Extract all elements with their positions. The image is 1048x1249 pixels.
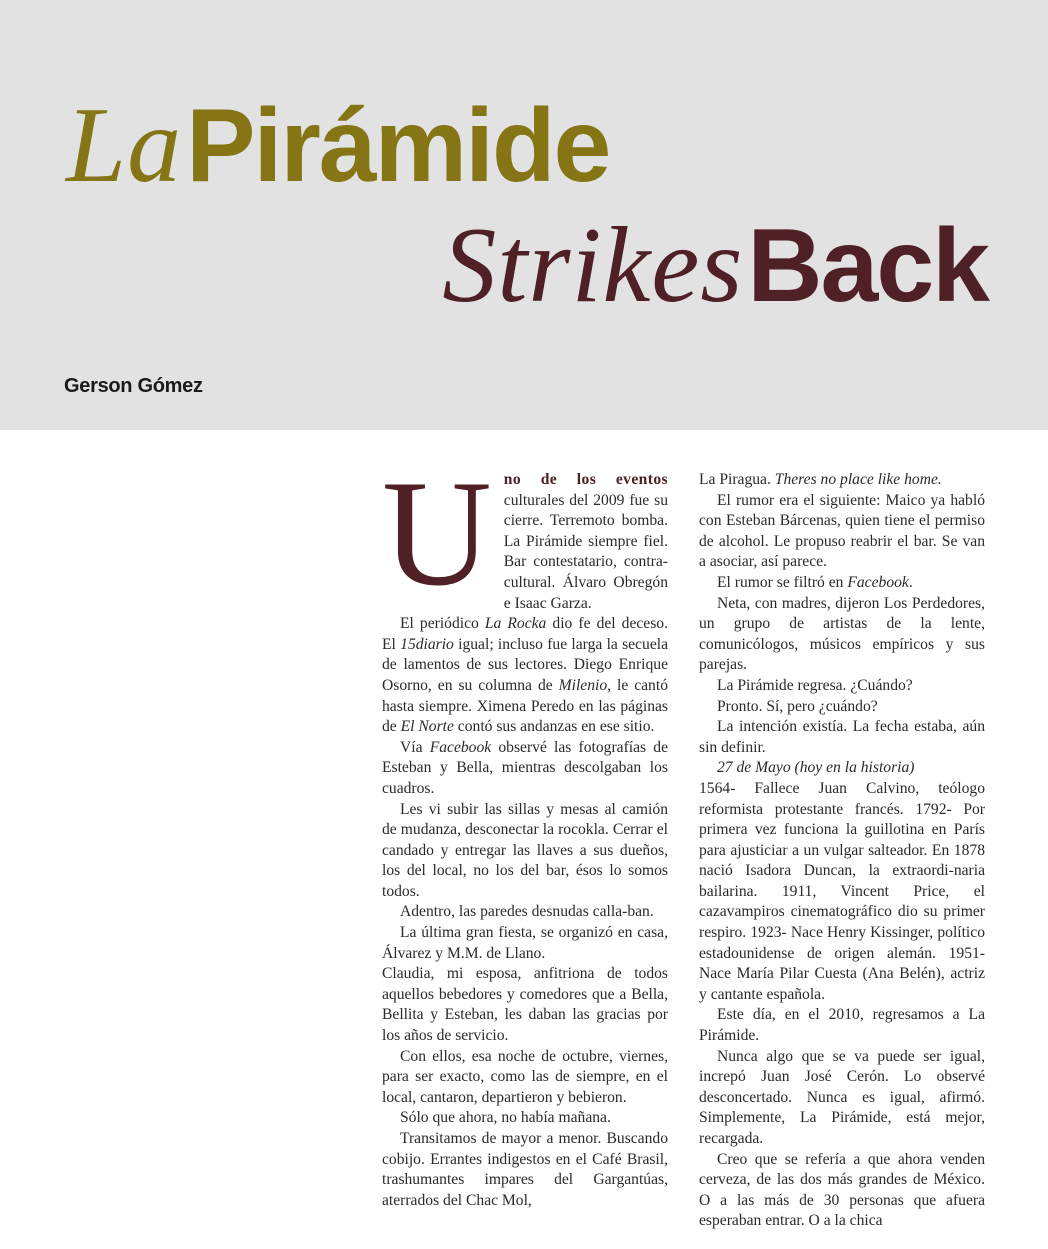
paragraph-text: . xyxy=(908,573,913,591)
section-subhead-text: 27 de Mayo (hoy en la historia) xyxy=(717,759,915,777)
publication-name: La Rocka xyxy=(484,615,547,633)
paragraph: Pronto. Sí, pero ¿cuándo? xyxy=(717,697,878,715)
article-column-1 xyxy=(382,449,668,1211)
section-subhead xyxy=(699,758,985,779)
lead-in: no de los eventos xyxy=(503,471,668,488)
title-word-strikes: Strikes xyxy=(442,206,744,325)
title-word-back: Back xyxy=(747,208,988,324)
publication-name: 15diario xyxy=(400,635,454,653)
publication-name: Facebook xyxy=(847,573,909,591)
paragraph-text: , le cantó hasta siempre. Ximena Peredo en las páginas de xyxy=(382,676,668,736)
paragraph-text: contó sus andanzas en ese sitio. xyxy=(453,718,655,736)
paragraph: La última gran fiesta, se organizó en casa, Álvarez y M.M. de Llano. xyxy=(382,924,668,962)
paragraph: Sólo que ahora, no había mañana. xyxy=(400,1109,611,1127)
author-byline: Gerson Gómez xyxy=(64,375,203,397)
paragraph-text: dio fe del deceso. El xyxy=(382,615,668,653)
paragraph: Transitamos de mayor a menor. Buscando cobijo. Errantes indigestos en el Café Brasil, trashumantes impares del Gargantúas, aterrados del Chac Mol, xyxy=(382,1130,668,1209)
paragraph: La intención existía. La fecha estaba, aún sin definir. xyxy=(699,718,985,756)
paragraph-text: El periódico xyxy=(400,615,485,633)
paragraph-text: igual; incluso fue larga la secuela de lamentos de sus lectores. Diego Enrique Osorno, en su columna de xyxy=(382,635,668,694)
title-line-2 xyxy=(442,206,988,325)
publication-name: Milenio xyxy=(558,676,608,694)
paragraph: La Pirámide regresa. ¿Cuándo? xyxy=(717,676,913,694)
paragraph-text: La Piragua. xyxy=(699,471,775,488)
paragraph: Adentro, las paredes desnudas calla-ban. xyxy=(400,903,654,921)
paragraph: 1564- Fallece Juan Calvino, teólogo reformista protestante francés. 1792- Por primera vez funciona la guillotina en París para ajusticiar a un vulgar salteador. En 1878 nació Isadora Duncan, la extraordi-naria bailarina. 1911, Vincent Price, el cazavampiros cinematográfico dio su primer respiro. 1923- Nace Henry Kissinger, político estadounidense de origen alemán. 1951- Nace María Pilar Cuesta (Ana Belén), actriz y cantante española. xyxy=(699,779,985,1003)
paragraph: Creo que se refería a que ahora venden cerveza, de las dos más grandes de México. O a las más de 30 personas que afuera esperaban entrar. O a la chica xyxy=(699,1150,985,1230)
quote: Theres no place like home. xyxy=(774,471,942,488)
paragraph: Les vi subir las sillas y mesas al camión de mudanza, desconectar la rocokla. Cerrar el candado y entregar las llaves a sus dueños, los del local, no los del bar, ésos lo somos todos. xyxy=(382,800,668,900)
drop-cap: U xyxy=(382,449,492,617)
paragraph: Neta, con madres, dijeron Los Perdedores, un grupo de artistas de la lente, comunicólogos, músicos empíricos y sus parejas. xyxy=(699,594,985,674)
title-banner xyxy=(0,0,1048,430)
paragraph xyxy=(382,614,668,738)
paragraph: Nunca algo que se va puede ser igual, increpó Juan José Cerón. Lo observé desconcertado. Nunca es igual, afirmó. Simplemente, La Pirámide, está mejor, recargada. xyxy=(699,1047,985,1147)
paragraph-text: Vía xyxy=(400,738,430,756)
title-line-1 xyxy=(66,86,610,205)
article-column-2 xyxy=(699,470,985,1232)
paragraph xyxy=(382,449,668,617)
paragraph xyxy=(699,470,985,491)
paragraph: Este día, en el 2010, regresamos a La Pirámide. xyxy=(699,1006,985,1045)
paragraph xyxy=(699,573,985,594)
paragraph xyxy=(382,738,668,800)
paragraph: Con ellos, esa noche de octubre, viernes, para ser exacto, como las de siempre, en el local, cantaron, departieron y bebieron. xyxy=(382,1047,668,1106)
paragraph-text: culturales del 2009 fue su cierre. Terremoto bomba. La Pirámide siempre fiel. Bar contestatario, contra-cultural. Álvaro Obregón e Isaac Garza. xyxy=(503,491,668,612)
title-word-la: La xyxy=(66,86,183,205)
publication-name: El Norte xyxy=(400,718,454,736)
paragraph: El rumor era el siguiente: Maico ya habló con Esteban Bárcenas, quien tiene el permiso de alcohol. Le propuso reabrir el bar. Se van a asociar, así parece. xyxy=(699,491,985,571)
paragraph-text: El rumor se filtró en xyxy=(717,573,848,591)
publication-name: Facebook xyxy=(429,738,492,756)
title-word-piramide: Pirámide xyxy=(186,88,610,204)
paragraph-text: observé las fotografías de Esteban y Bella, mientras descolgaban los cuadros. xyxy=(382,738,668,797)
paragraph: Claudia, mi esposa, anfitriona de todos aquellos bebedores y comedores que a Bella, Bellita y Esteban, les daban las gracias por los años de servicio. xyxy=(382,965,668,1045)
